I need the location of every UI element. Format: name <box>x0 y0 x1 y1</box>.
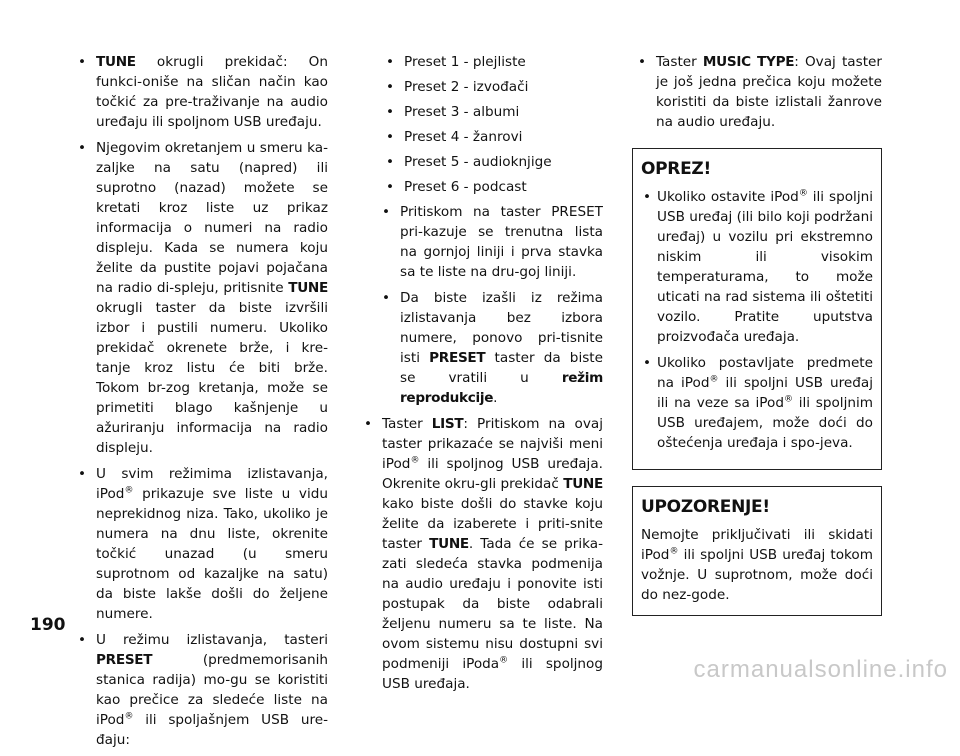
preset-item: • Preset 2 - izvođači <box>376 77 603 97</box>
preset-press-bullet: • Pritiskom na taster PRESET pri-kazuje se trenutna lista na gornjoj liniji i prva stavka sa te liste na dru-goj liniji. <box>376 202 603 282</box>
rotate-bullet: • Njegovim okretanjem u smeru ka-zaljke na satu (napred) ili suprotno (nazad) možete se kretati kroz liste uz prikaz informacija o numeri na radio displeju. Kada se numera koju želite da pustite pojavi pojačana na radio di-spleju, pritisnite TUNE okrugli taster da biste izvršili izbor i pustili numeru. Ukoliko prekidač okrenete brže, i kre-tanje kroz listu će biti brže. Tokom br-zog kretanja, može se primetiti blago kašnjenje u ažuriranju informacija na radio displeju. <box>72 138 328 458</box>
caution-item: • Ukoliko ostavite iPod® ili spoljni USB uređaj (ili bilo koji podržani uređaj) u vozilu pri ekstremno niskim ili visokim temperaturama, to može uticati na rad sistema ili oštetiti vozilo. Pratite uputstva proizvođača uređaja. <box>641 187 873 347</box>
tune-bullet: • TUNE okrugli prekidač: On funkci-oniše na sličan način kao točkić za pre-traživanje na audio uređaju ili spoljnom USB uređaju. <box>72 52 328 132</box>
list-modes-bullet: • U svim režimima izlistavanja, iPod® prikazuje sve liste u vidu neprekidnog niza. Tako, ukoliko je numera na dnu liste, okrenite točkić unazad (u smeru suprotnom od kazaljke na satu) da biste lakše došli do željene numere. <box>72 464 328 624</box>
music-type-bullet: • Taster MUSIC TYPE: Ovaj taster je još jedna prečica koju možete koristiti da biste izlistali žanrove na audio uređaju. <box>632 52 882 132</box>
exit-list-bullet: • Da biste izašli iz režima izlistavanja bez izbora numere, ponovo pri-tisnite isti PRESET taster da biste se vratili u režim reprodukcije. <box>376 288 603 408</box>
preset-item: • Preset 6 - podcast <box>376 177 603 197</box>
warning-box <box>632 486 882 616</box>
preset-bullet: • U režimu izlistavanja, tasteri PRESET (predmemorisanih stanica radija) mo-gu se koristiti kao prečice za sledeće liste na iPod® ili spoljašnjem USB ure-đaju: <box>72 630 328 750</box>
preset-item: • Preset 5 - audioknjige <box>376 152 603 172</box>
right-column <box>632 52 882 616</box>
list-key-bullet: • Taster LIST: Pritiskom na ovaj taster prikazaće se najviši meni iPod® ili spoljnog USB uređaja. Okrenite okru-gli prekidač TUNE kako biste došli do stavke koju želite da izaberete i priti-snite taster TUNE. Tada će se prika-zati sledeća stavka podmenija na audio uređaju i ponovite isti postupak da biste odabrali željenu numeru sa te liste. Na ovom sistemu nisu dostupni svi podmeniji iPoda® ili spoljnog USB uređaja. <box>358 414 603 694</box>
caution-title: OPREZ! <box>641 159 711 179</box>
warning-title: UPOZORENJE! <box>641 497 770 517</box>
left-column <box>72 52 328 756</box>
preset-item: • Preset 4 - žanrovi <box>376 127 603 147</box>
page-number: 190 <box>30 615 66 635</box>
preset-item: • Preset 1 - plejliste <box>376 52 603 72</box>
caution-box <box>632 148 882 470</box>
caution-item: • Ukoliko postavljate predmete na iPod® ili spoljni USB uređaj ili na veze sa iPod® ili spoljnim USB uređajem, može doći do oštećenja uređaja i spo-jeva. <box>641 353 873 453</box>
middle-column <box>358 52 603 700</box>
watermark: carmanualsonline.info <box>693 656 948 683</box>
preset-item: • Preset 3 - albumi <box>376 102 603 122</box>
warning-text: Nemojte priključivati ili skidati iPod® ili spoljni USB uređaj tokom vožnje. U suprotnom, može doći do nez-gode. <box>641 527 873 603</box>
